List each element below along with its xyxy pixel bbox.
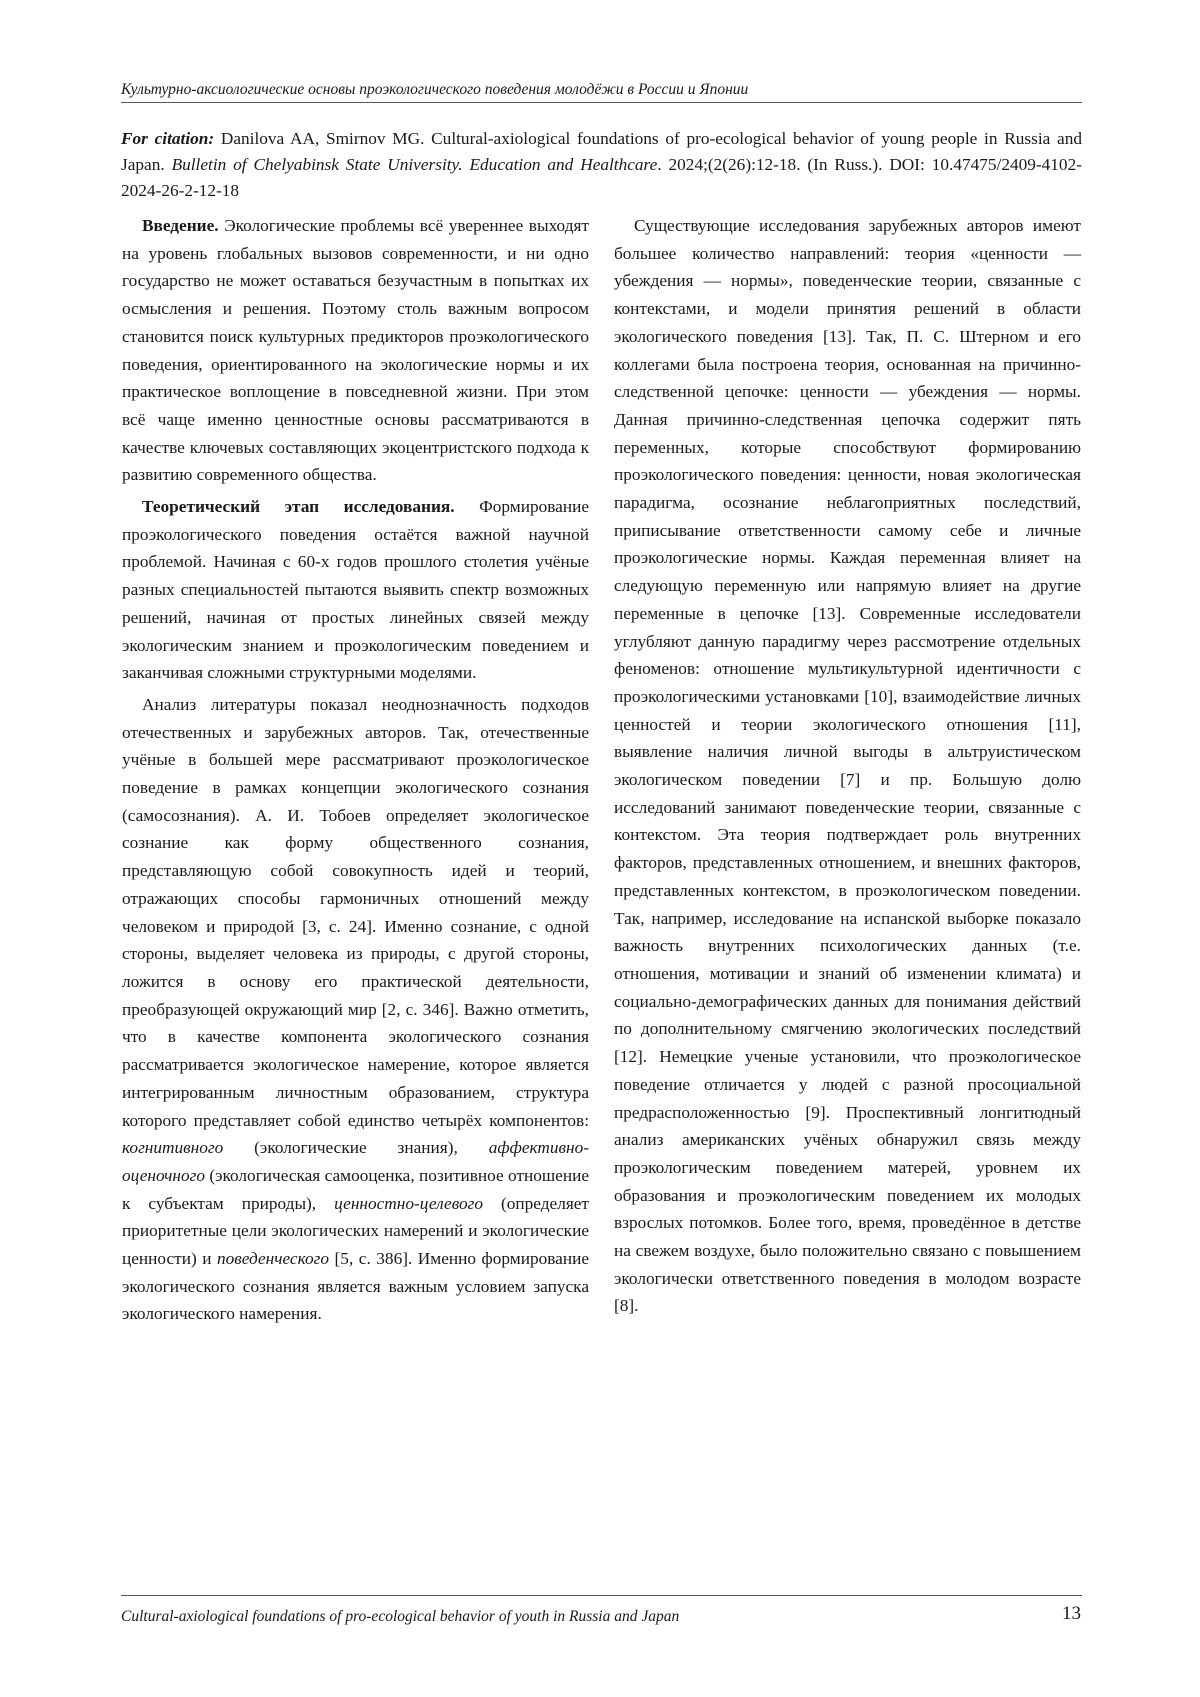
term-behavioral: поведенческого — [217, 1249, 330, 1269]
introduction-text: Экологические проблемы всё увереннее выходят на уровень глобальных вызовов современности, и ни одно государство не может оставаться безучастным в попытках их осмысления и решения. Поэтому столь важным вопросом становится поиск культурных предикторов проэкологического поведения, ориентированного на экологические нормы и их практическое воплощение в повседневной жизни. При этом всё чаще именно ценностные основы рассматриваются в качестве ключевых составляющих экоцентристского подхода к развитию современного общества. — [122, 216, 589, 485]
paragraph-theoretical-stage — [122, 493, 589, 687]
header-rule — [121, 102, 1082, 103]
literature-text-3: (экологическая самооценка, позитивное отношение к субъектам природы), — [122, 1165, 589, 1213]
literature-text-2: (экологические знания), — [223, 1138, 489, 1158]
citation-block — [121, 126, 1082, 204]
citation-authors-title: Danilova AA, Smirnov MG. Cultural-axiological foundations of pro-ecological behavior of young people in Russia and Japan. — [121, 129, 1082, 174]
page-number: 13 — [1062, 1603, 1081, 1624]
footer-rule — [121, 1595, 1082, 1596]
right-column — [614, 212, 1081, 1320]
literature-text-5: [5, с. 386]. Именно формирование экологического сознания является важным условием запуска экологического намерения. — [122, 1249, 589, 1324]
paragraph-introduction — [122, 212, 589, 489]
citation-label: For citation: — [121, 129, 215, 148]
introduction-heading: Введение. — [142, 216, 219, 235]
paragraph-foreign-research: Существующие исследования зарубежных авторов имеют большее количество направлений: теория «ценности — убеждения — нормы», поведенческие теории, связанные с контекстами, и модели принятия решений в области экологического поведения [13]. Так, П. С. Штерном и его коллегами была построена теория, основанная на причинно-следственной цепочке: ценности — убеждения — нормы. Данная причинно-следственная цепочка содержит пять переменных, которые способствуют формированию проэкологического поведения: ценности, новая экологическая парадигма, осознание неблагоприятных последствий, приписывание ответственности самому себе и личные проэкологические нормы. Каждая переменная влияет на следующую переменную или напрямую влияет на другие переменные в цепочке [13]. Современные исследователи углубляют данную парадигму через рассмотрение отдельных феноменов: отношение мультикультурной идентичности с проэкологическими установками [10], взаимодействие личных ценностей и теории экологического отношения [11], выявление наличия личной выгоды в альтруистическом экологическом поведении [7] и пр. Большую долю исследований занимают поведенческие теории, связанные с контекстом. Эта теория подтверждает роль внутренних факторов, представленных отношением, и внешних факторов, представленных контекстом, в проэкологическом поведении. Так, например, исследование на испанской выборке показало важность внутренних психологических данных (т.е. отношения, мотивации и знаний об изменении климата) и социально-демографических данных для понимания действий по дополнительному смягчению экологических последствий [12]. Немецкие ученые установили, что проэкологическое поведение отличается у людей с разной просоциальной предрасположенностью [9]. Проспективный лонгитюдный анализ американских учёных обнаружил связь между проэкологическим поведением матерей, уровнем их образования и проэкологическим поведением их молодых взрослых потомков. Более того, время, проведённое в детстве на свежем воздухе, было положительно связано с повышением экологически ответственного поведения в молодом возрасте [8]. — [614, 216, 1081, 1316]
term-cognitive: когнитивного — [122, 1138, 224, 1158]
citation-details: . 2024;(2(26):12-18. (In Russ.). DOI: 10.47475/2409-4102-2024-26-2-12-18 — [121, 155, 1082, 200]
literature-text-4: (определяет приоритетные цели экологических намерений и экологические ценности) и — [122, 1193, 589, 1269]
term-affective: аффективно-оценочного — [122, 1138, 589, 1185]
citation-journal: Bulletin of Chelyabinsk State University. Education and Healthcare — [171, 155, 658, 174]
running-footer: Cultural-axiological foundations of pro-ecological behavior of youth in Russia and Japan — [121, 1608, 680, 1625]
literature-text-1: Анализ литературы показал неоднозначность подходов отечественных и зарубежных авторов. Так, отечественные учёные в большей мере рассматривают проэкологическое поведение в рамках концепции экологического сознания (самосознания). А. И. Тобоев определяет экологическое сознание как форму общественного сознания, представляющую собой совокупность идей и теорий, отражающих способы гармоничных отношений между человеком и природой [3, с. 24]. Именно сознание, с одной стороны, выделяет человека из природы, с другой стороны, ложится в основу его практической деятельности, преобразующей окружающий мир [2, с. 346]. Важно отметить, что в качестве компонента экологического сознания рассматривается экологическое намерение, которое является интегрированным личностным образованием, структура которого представляет собой единство четырёх компонентов: — [122, 694, 589, 1130]
paragraph-literature-analysis — [122, 691, 589, 1328]
left-column — [122, 212, 589, 1328]
theoretical-stage-heading: Теоретический этап исследования. — [142, 497, 455, 517]
theoretical-stage-text: Формирование проэкологического поведения остаётся важной научной проблемой. Начиная с 60-х годов прошлого столетия учёные разных специальностей пытаются выявить спектр возможных решений, начиная от простых линейных связей между экологическим знанием и проэкологическим поведением и заканчивая сложными структурными моделями. — [122, 497, 589, 683]
running-header: Культурно-аксиологические основы проэкологического поведения молодёжи в России и Японии — [121, 81, 749, 98]
term-value-target: ценностно-целевого — [334, 1193, 484, 1213]
